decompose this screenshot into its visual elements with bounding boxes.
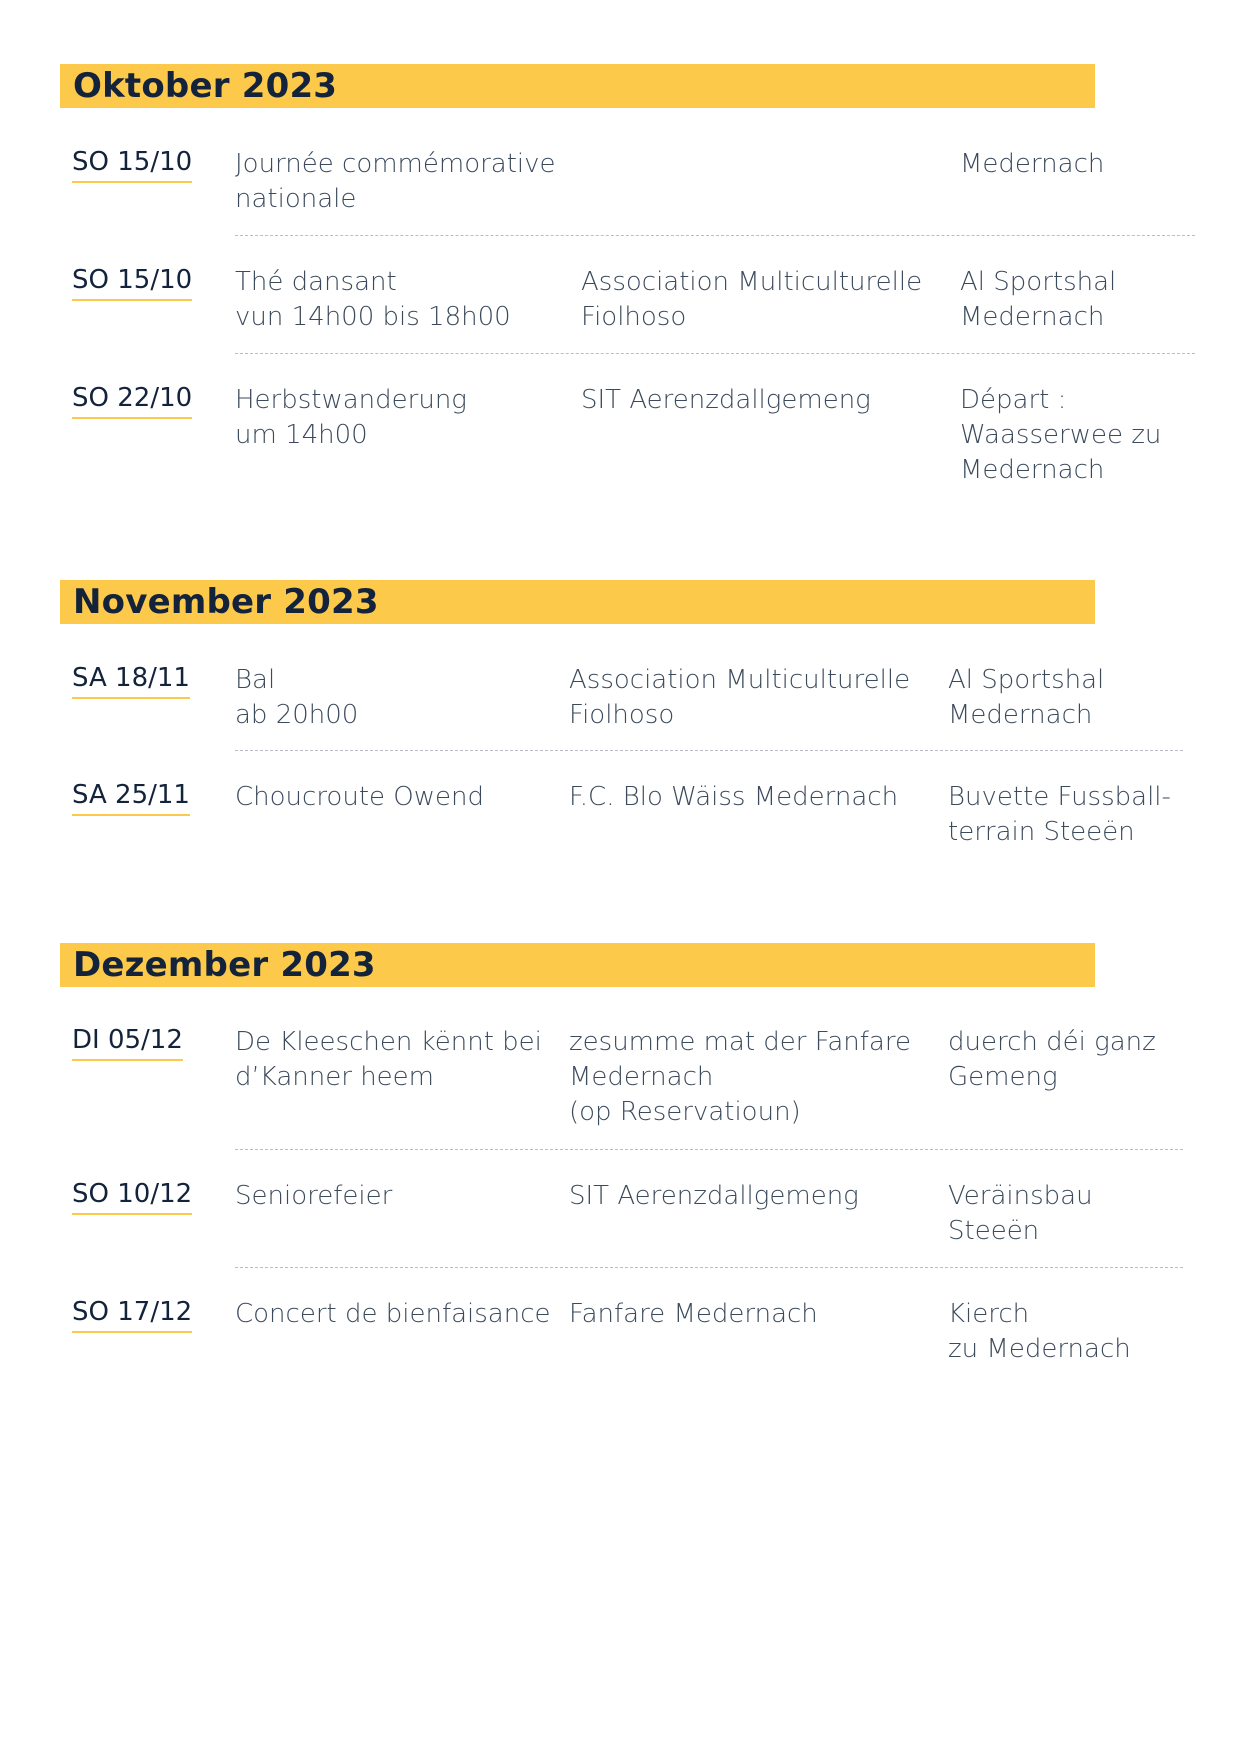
- event-title: Choucroute Owend: [235, 782, 484, 812]
- event-date: SO 17/12: [72, 1297, 192, 1333]
- event-location: Buvette Fussball- terrain Steeën: [948, 782, 1171, 847]
- event-organizer: Fanfare Medernach: [569, 1299, 818, 1329]
- event-date: SO 15/10: [72, 265, 192, 301]
- event-organizer: SIT Aerenzdallgemeng: [581, 385, 871, 415]
- row-separator: [235, 353, 1195, 354]
- event-location: Medernach: [960, 149, 1105, 179]
- row-separator: [235, 1149, 1183, 1150]
- event-title: Thé dansant vun 14h00 bis 18h00: [235, 267, 511, 332]
- event-organizer: Association Multiculturelle Fiolhoso: [581, 267, 923, 332]
- month-title: Oktober 2023: [73, 66, 338, 106]
- event-date: SO 15/10: [72, 147, 192, 183]
- event-date: SA 25/11: [72, 780, 190, 816]
- event-title: Seniorefeier: [235, 1181, 393, 1211]
- month-title: Dezember 2023: [73, 945, 376, 985]
- event-title: Concert de bienfaisance: [235, 1299, 551, 1329]
- event-date: SO 22/10: [72, 383, 192, 419]
- event-organizer: zesumme mat der Fanfare Medernach (op Reservatioun): [569, 1027, 911, 1127]
- row-separator: [235, 235, 1195, 236]
- event-location: Al Sportshal Medernach: [948, 665, 1105, 730]
- event-date: SA 18/11: [72, 663, 190, 699]
- month-title: November 2023: [73, 582, 379, 622]
- event-title: Journée commémorative nationale: [235, 149, 556, 214]
- event-title: Bal ab 20h00: [235, 665, 359, 730]
- event-date: SO 10/12: [72, 1179, 192, 1215]
- event-location: Al Sportshal Medernach: [960, 267, 1117, 332]
- row-separator: [235, 750, 1183, 751]
- event-location: duerch déi ganz Gemeng: [948, 1027, 1156, 1092]
- event-organizer: Association Multiculturelle Fiolhoso: [569, 665, 911, 730]
- event-location: Départ : Waasserwee zu Medernach: [960, 385, 1162, 485]
- event-location: Kierch zu Medernach: [948, 1299, 1131, 1364]
- event-title: Herbstwanderung um 14h00: [235, 385, 467, 450]
- event-organizer: F.C. Blo Wäiss Medernach: [569, 782, 899, 812]
- row-separator: [235, 1267, 1183, 1268]
- event-date: DI 05/12: [72, 1025, 183, 1061]
- event-location: Veräinsbau Steeën: [948, 1181, 1093, 1246]
- event-title: De Kleeschen kënnt bei d’Kanner heem: [235, 1027, 542, 1092]
- event-organizer: SIT Aerenzdallgemeng: [569, 1181, 859, 1211]
